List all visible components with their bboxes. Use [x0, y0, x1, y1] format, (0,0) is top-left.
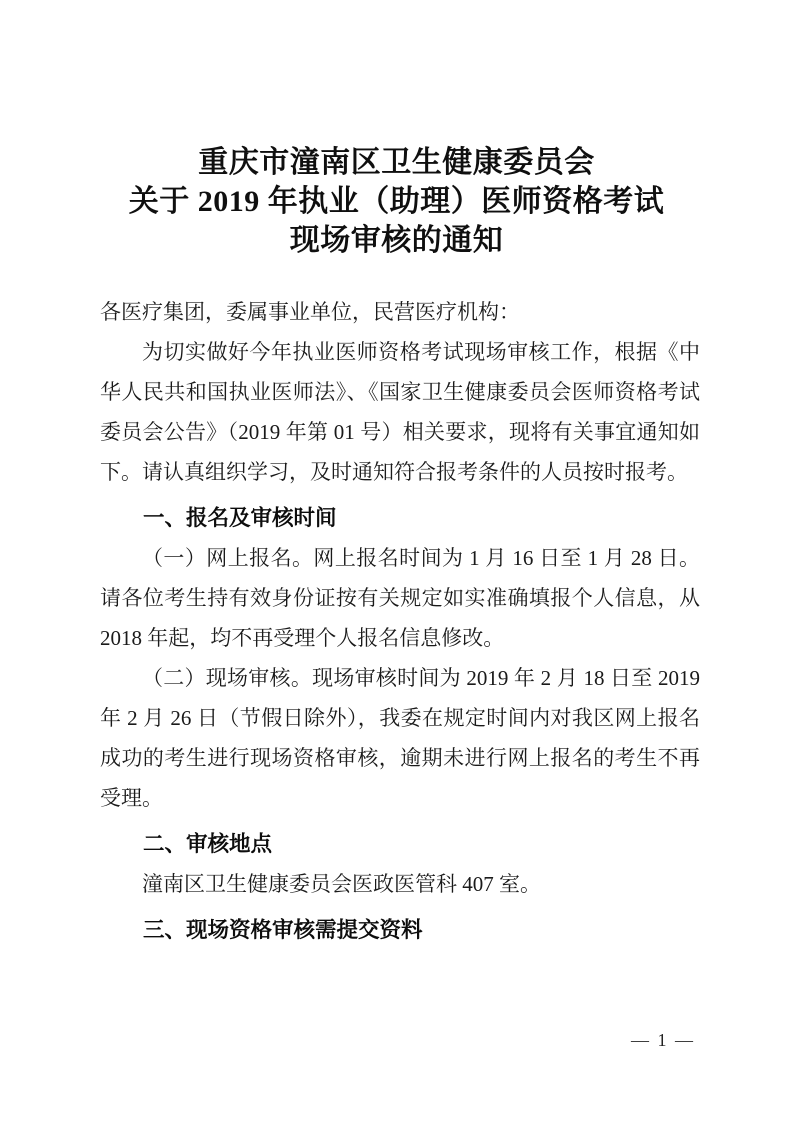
title-line-1: 重庆市潼南区卫生健康委员会: [198, 146, 595, 179]
section-2-heading: 二、审核地点: [143, 832, 273, 856]
paragraph-onsite-review: （二）现场审核。现场审核时间为 2019 年 2 月 18 日至 2019 年 2 月 26 日（节假日除外），我委在规定时间内对我区网上报名成功的考生进行现场资格审核，逾期未进行网上报名的考生不再受理。: [100, 666, 700, 810]
section-1-heading: 一、报名及审核时间: [143, 506, 337, 530]
section-3-heading: 三、现场资格审核需提交资料: [143, 918, 423, 942]
title-line-2: 关于 2019 年执业（助理）医师资格考试: [128, 185, 665, 218]
paragraph-intro: 为切实做好今年执业医师资格考试现场审核工作，根据《中华人民共和国执业医师法》、《国家卫生健康委员会医师资格考试委员会公告》（2019 年第 01 号）相关要求，现将有关事宜通知如下。请认真组织学习，及时通知符合报考条件的人员按时报考。: [100, 340, 700, 484]
title-line-3: 现场审核的通知: [289, 224, 504, 257]
document-body: [100, 292, 700, 950]
paragraph-online-registration: （一）网上报名。网上报名时间为 1 月 16 日至 1 月 28 日。请各位考生持有效身份证按有关规定如实准确填报个人信息，从 2018 年起，均不再受理个人报名信息修改。: [100, 546, 700, 650]
salutation: 各医疗集团，委属事业单位，民营医疗机构：: [100, 300, 520, 324]
paragraph-review-location: 潼南区卫生健康委员会医政医管科 407 室。: [142, 872, 541, 896]
page-number: — 1 —: [631, 1030, 695, 1050]
document-title: [60, 143, 733, 260]
